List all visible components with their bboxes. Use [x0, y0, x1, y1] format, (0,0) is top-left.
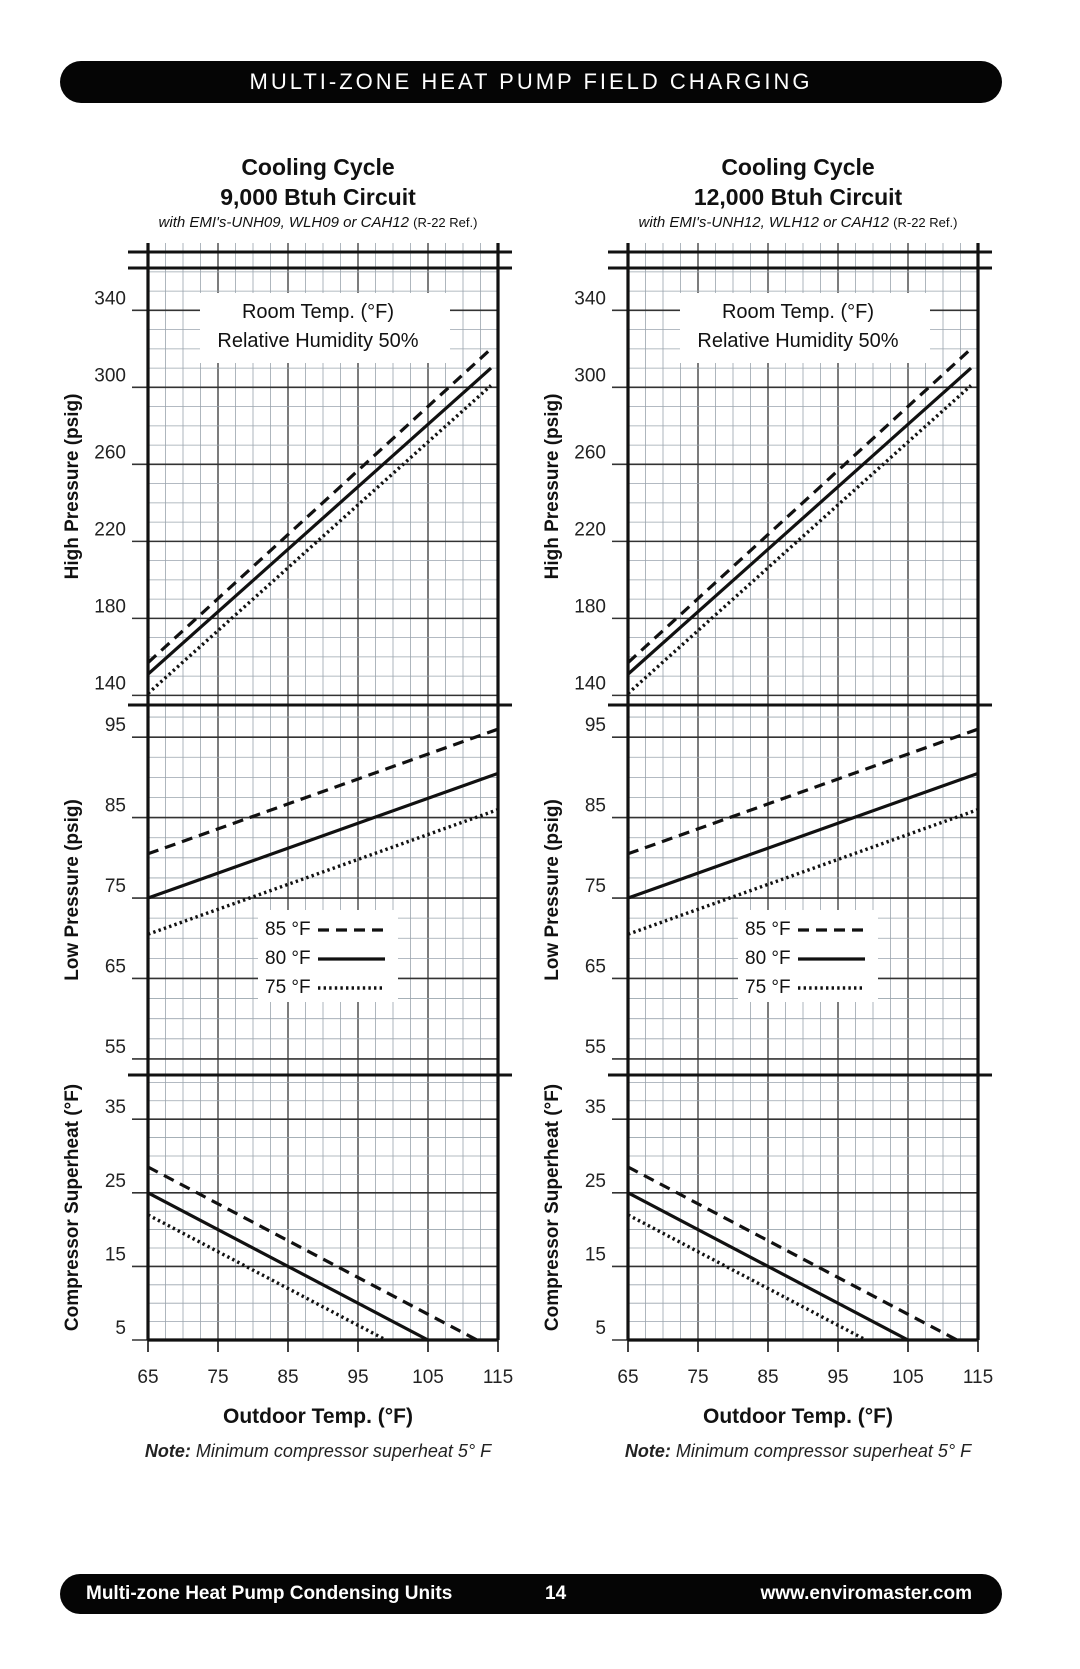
chart-1 [62, 154, 513, 1461]
y-tick-label: 5 [115, 1318, 126, 1339]
y-tick-label: 180 [94, 596, 126, 618]
chart-annotation: Relative Humidity 50% [697, 330, 899, 352]
y-tick-label: 95 [584, 715, 606, 737]
chart-2 [542, 154, 993, 1461]
y-tick-label: 300 [94, 365, 126, 387]
chart-subtitle: 12,000 Btuh Circuit [693, 184, 903, 210]
y-axis-label: Low Pressure (psig) [62, 799, 83, 981]
series-line-dashed [628, 349, 971, 663]
chart-legend [258, 910, 398, 1002]
panel-superheat [62, 1075, 512, 1340]
y-tick-label: 340 [574, 288, 606, 310]
y-axis-label: Low Pressure (psig) [542, 799, 563, 981]
series-line-dotted [148, 385, 491, 693]
chart-annotation: Room Temp. (°F) [241, 301, 395, 323]
panel-low-pressure [62, 705, 512, 1059]
y-tick-label: 75 [104, 876, 126, 898]
x-axis-label: Outdoor Temp. (°F) [223, 1405, 413, 1428]
chart-title: Cooling Cycle [721, 154, 875, 180]
y-tick-label: 220 [574, 519, 606, 541]
y-tick-label: 180 [574, 596, 606, 618]
footer-website: www.enviromaster.com [760, 1583, 972, 1604]
panel-high-pressure [542, 268, 992, 695]
note-label: Note: [144, 1441, 196, 1461]
chart-note [145, 1441, 492, 1461]
series-line-dotted [628, 385, 971, 693]
y-tick-label: 85 [104, 795, 126, 817]
y-tick-label: 260 [94, 442, 126, 464]
x-axis-label: Outdoor Temp. (°F) [703, 1405, 893, 1428]
x-tick-label: 115 [962, 1367, 994, 1388]
y-tick-label: 15 [104, 1244, 126, 1266]
legend-label: 80 °F [745, 948, 791, 969]
legend-label: 75 °F [265, 977, 311, 998]
series-line-solid [628, 368, 971, 674]
y-tick-label: 35 [584, 1097, 606, 1119]
y-tick-label: 15 [584, 1244, 606, 1266]
y-axis-label: Compressor Superheat (°F) [542, 1083, 563, 1332]
chart-note [625, 1441, 972, 1461]
x-tick-label: 75 [687, 1367, 709, 1388]
y-axis-label: High Pressure (psig) [62, 393, 83, 580]
page-footer [60, 1574, 1002, 1614]
y-tick-label: 25 [104, 1170, 126, 1192]
chart-caption [159, 214, 478, 231]
y-tick-label: 95 [104, 715, 126, 737]
x-tick-label: 85 [757, 1367, 779, 1388]
x-tick-label: 85 [277, 1367, 299, 1388]
x-tick-label: 75 [207, 1367, 229, 1388]
x-tick-label: 115 [482, 1367, 514, 1388]
y-tick-label: 75 [584, 876, 606, 898]
y-tick-label: 25 [584, 1170, 606, 1192]
y-tick-label: 65 [104, 956, 126, 978]
chart-annotation: Room Temp. (°F) [721, 301, 875, 323]
legend-label: 80 °F [265, 948, 311, 969]
footer-document-title: Multi-zone Heat Pump Condensing Units [86, 1583, 453, 1604]
y-tick-label: 300 [574, 365, 606, 387]
x-tick-label: 95 [347, 1367, 369, 1388]
y-tick-label: 85 [584, 795, 606, 817]
y-tick-label: 260 [574, 442, 606, 464]
page-title: MULTI-ZONE HEAT PUMP FIELD CHARGING [249, 69, 813, 94]
caption-units: with EMI's-UNH09, WLH09 or CAH12 [158, 214, 414, 231]
x-tick-label: 105 [412, 1367, 444, 1388]
y-tick-label: 220 [94, 519, 126, 541]
x-tick-label: 105 [892, 1367, 924, 1388]
y-tick-label: 140 [94, 673, 126, 695]
legend-label: 85 °F [265, 919, 311, 940]
chart-legend [738, 910, 878, 1002]
caption-units: with EMI's-UNH12, WLH12 or CAH12 [638, 214, 894, 231]
chart-caption [639, 214, 958, 231]
legend-label: 85 °F [745, 919, 791, 940]
series-line-dashed [148, 349, 491, 663]
y-tick-label: 55 [584, 1036, 606, 1058]
panel-low-pressure [542, 705, 992, 1059]
note-text: Minimum compressor superheat 5° F [195, 1441, 492, 1461]
y-tick-label: 55 [104, 1036, 126, 1058]
y-tick-label: 5 [595, 1318, 606, 1339]
y-axis-label: Compressor Superheat (°F) [62, 1083, 83, 1332]
footer-page-number: 14 [545, 1583, 567, 1604]
y-axis-label: High Pressure (psig) [542, 393, 563, 580]
y-tick-label: 35 [104, 1097, 126, 1119]
y-tick-label: 65 [584, 956, 606, 978]
panel-superheat [542, 1075, 992, 1340]
y-tick-label: 140 [574, 673, 606, 695]
chart-title: Cooling Cycle [241, 154, 395, 180]
chart-subtitle: 9,000 Btuh Circuit [220, 184, 416, 210]
legend-label: 75 °F [745, 977, 791, 998]
caption-refrigerant: (R-22 Ref.) [893, 215, 958, 230]
series-line-solid [148, 368, 491, 674]
caption-refrigerant: (R-22 Ref.) [413, 215, 478, 230]
x-tick-label: 95 [827, 1367, 849, 1388]
x-tick-label: 65 [137, 1367, 159, 1388]
y-tick-label: 340 [94, 288, 126, 310]
x-tick-label: 65 [617, 1367, 639, 1388]
panel-high-pressure [62, 268, 512, 695]
note-text: Minimum compressor superheat 5° F [675, 1441, 972, 1461]
chart-annotation: Relative Humidity 50% [217, 330, 419, 352]
note-label: Note: [624, 1441, 676, 1461]
